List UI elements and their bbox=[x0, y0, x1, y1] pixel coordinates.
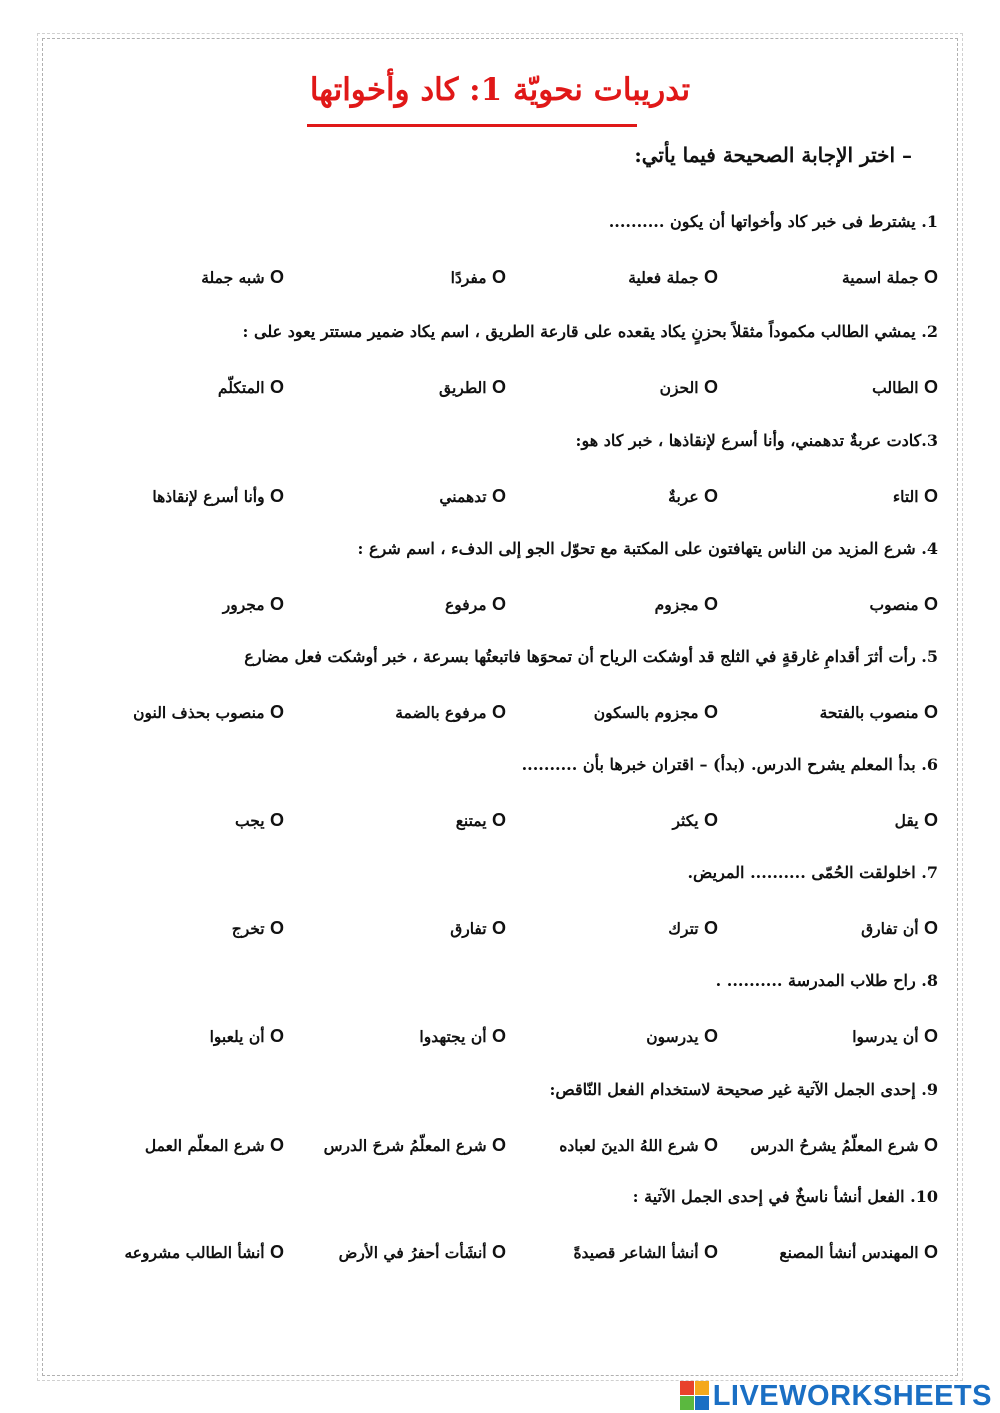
option-choice[interactable] bbox=[201, 262, 284, 293]
option-label: يمتنع bbox=[455, 811, 487, 830]
option-choice[interactable] bbox=[456, 805, 506, 836]
option-label: منصوب بحذف النون bbox=[133, 703, 265, 722]
option-choice[interactable] bbox=[573, 1237, 718, 1268]
radio-circle-icon[interactable]: O bbox=[703, 1026, 718, 1046]
option-label: جملة اسمية bbox=[841, 268, 919, 287]
option-choice[interactable] bbox=[861, 913, 938, 944]
option-label: الحزن bbox=[659, 378, 699, 397]
option-label: يكثر bbox=[672, 811, 699, 830]
options-row-4 bbox=[60, 589, 938, 619]
options-row-7 bbox=[60, 913, 938, 943]
option-choice[interactable] bbox=[820, 697, 938, 728]
radio-circle-icon[interactable]: O bbox=[491, 377, 506, 397]
option-label: أنشأ الشاعر قصيدةً bbox=[573, 1243, 699, 1262]
question-5: 5. رأت أثرَ أقدامِ غارقةٍ في الثلج قد أوشكت الرياح أن تمحوَها فاتبعتُها بسرعة ، خبر أوشكت فعل مضارع bbox=[244, 647, 938, 666]
option-choice[interactable] bbox=[559, 1130, 718, 1161]
radio-circle-icon[interactable]: O bbox=[269, 918, 284, 938]
question-7: 7. اخلولقت الحُمّى .......... المريض. bbox=[687, 863, 938, 882]
option-label: أن تفارق bbox=[861, 919, 919, 938]
question-2: 2. يمشي الطالب مكموداً مثقلاً بحزنٍ يكاد يقعده على قارعة الطريق ، اسم يكاد ضمير مستتر يعود على : bbox=[242, 322, 938, 341]
option-choice[interactable] bbox=[145, 1130, 284, 1161]
option-label: مجرور bbox=[222, 595, 265, 614]
option-choice[interactable] bbox=[628, 262, 718, 293]
option-label: أن يدرسوا bbox=[852, 1027, 919, 1046]
option-choice[interactable] bbox=[232, 913, 284, 944]
logo-badge-icon bbox=[680, 1381, 710, 1411]
option-choice[interactable] bbox=[842, 262, 938, 293]
option-choice[interactable] bbox=[324, 1130, 506, 1161]
option-choice[interactable] bbox=[872, 372, 938, 403]
option-label: تخرج bbox=[231, 919, 265, 938]
options-row-10 bbox=[60, 1237, 938, 1267]
option-choice[interactable] bbox=[594, 697, 718, 728]
radio-circle-icon[interactable]: O bbox=[703, 377, 718, 397]
options-row-5 bbox=[60, 697, 938, 727]
radio-circle-icon[interactable]: O bbox=[923, 810, 938, 830]
option-choice[interactable] bbox=[852, 1021, 938, 1052]
radio-circle-icon[interactable]: O bbox=[269, 1026, 284, 1046]
question-8: 8. راح طلاب المدرسة .......... . bbox=[715, 971, 938, 990]
footer bbox=[0, 1378, 1000, 1413]
radio-circle-icon[interactable]: O bbox=[923, 1242, 938, 1262]
options-row-8 bbox=[60, 1021, 938, 1051]
radio-circle-icon[interactable]: O bbox=[703, 486, 718, 506]
radio-circle-icon[interactable]: O bbox=[703, 1242, 718, 1262]
option-choice[interactable] bbox=[646, 1021, 718, 1052]
question-4: 4. شرع المزيد من الناس يتهافتون على المكتبة مع تحوّل الجو إلى الدفء ، اسم شرع : bbox=[357, 539, 938, 558]
radio-circle-icon[interactable]: O bbox=[491, 486, 506, 506]
option-choice[interactable] bbox=[235, 805, 284, 836]
radio-circle-icon[interactable]: O bbox=[923, 1135, 938, 1155]
option-choice[interactable] bbox=[152, 481, 284, 512]
options-row-2 bbox=[60, 372, 938, 402]
radio-circle-icon[interactable]: O bbox=[269, 267, 284, 287]
option-choice[interactable] bbox=[223, 589, 284, 620]
question-10: 10. الفعل أنشأ ناسخٌ في إحدى الجمل الآتية : bbox=[632, 1187, 938, 1206]
radio-circle-icon[interactable]: O bbox=[269, 594, 284, 614]
radio-circle-icon[interactable]: O bbox=[269, 1135, 284, 1155]
option-label: وأنا أسرع لإنقاذها bbox=[152, 487, 265, 506]
radio-circle-icon[interactable]: O bbox=[703, 918, 718, 938]
radio-circle-icon[interactable]: O bbox=[703, 810, 718, 830]
option-choice[interactable] bbox=[419, 1021, 506, 1052]
page-title: تدريبات نحويّة 1: كاد وأخواتها bbox=[309, 72, 691, 108]
option-choice[interactable] bbox=[124, 1237, 284, 1268]
option-label: الطريق bbox=[439, 378, 487, 397]
option-choice[interactable] bbox=[451, 262, 506, 293]
option-label: تترك bbox=[668, 919, 699, 938]
options-row-1 bbox=[60, 262, 938, 292]
option-label: المتكلّم bbox=[217, 378, 265, 397]
radio-circle-icon[interactable]: O bbox=[269, 486, 284, 506]
radio-circle-icon[interactable]: O bbox=[269, 377, 284, 397]
options-row-9 bbox=[60, 1130, 938, 1160]
option-label: يجب bbox=[235, 811, 265, 830]
options-row-6 bbox=[60, 805, 938, 835]
radio-circle-icon[interactable]: O bbox=[923, 702, 938, 722]
radio-circle-icon[interactable]: O bbox=[491, 918, 506, 938]
radio-circle-icon[interactable]: O bbox=[923, 1026, 938, 1046]
option-choice[interactable] bbox=[395, 697, 506, 728]
options-row-3 bbox=[60, 481, 938, 511]
option-choice[interactable] bbox=[668, 913, 718, 944]
radio-circle-icon[interactable]: O bbox=[269, 1242, 284, 1262]
option-choice[interactable] bbox=[779, 1237, 938, 1268]
radio-circle-icon[interactable]: O bbox=[491, 594, 506, 614]
option-label: شرع المعلّم العمل bbox=[144, 1136, 265, 1155]
option-label: شرع المعلّمُ يشرحُ الدرس bbox=[750, 1136, 919, 1155]
radio-circle-icon[interactable]: O bbox=[923, 918, 938, 938]
radio-circle-icon[interactable]: O bbox=[703, 594, 718, 614]
option-choice[interactable] bbox=[339, 1237, 506, 1268]
option-label: عربةٌ bbox=[668, 487, 699, 506]
option-label: مرفوع bbox=[445, 595, 487, 614]
radio-circle-icon[interactable]: O bbox=[269, 810, 284, 830]
option-label: جملة فعلية bbox=[628, 268, 699, 287]
option-label: الطالب bbox=[872, 378, 919, 397]
option-label: شبه جملة bbox=[201, 268, 265, 287]
radio-circle-icon[interactable]: O bbox=[923, 377, 938, 397]
option-choice[interactable] bbox=[893, 481, 938, 512]
option-choice[interactable] bbox=[450, 913, 506, 944]
option-choice[interactable] bbox=[668, 481, 718, 512]
radio-circle-icon[interactable]: O bbox=[703, 1135, 718, 1155]
option-choice[interactable] bbox=[895, 805, 938, 836]
option-label: منصوب بالفتحة bbox=[819, 703, 919, 722]
option-label: التاء bbox=[892, 487, 919, 506]
question-1: 1. يشترط فى خبر كاد وأخواتها أن يكون .......... bbox=[608, 212, 938, 231]
option-label: شرع المعلّمُ شرحَ الدرس bbox=[323, 1136, 487, 1155]
option-choice[interactable] bbox=[750, 1130, 938, 1161]
radio-circle-icon[interactable]: O bbox=[491, 702, 506, 722]
radio-circle-icon[interactable]: O bbox=[923, 267, 938, 287]
option-choice[interactable] bbox=[439, 481, 506, 512]
option-choice[interactable] bbox=[672, 805, 718, 836]
option-choice[interactable] bbox=[445, 589, 506, 620]
radio-circle-icon[interactable]: O bbox=[923, 594, 938, 614]
option-label: يدرسون bbox=[646, 1027, 699, 1046]
option-label: أن يجتهدوا bbox=[419, 1027, 487, 1046]
option-label: مفردًا bbox=[450, 268, 487, 287]
option-choice[interactable] bbox=[439, 372, 506, 403]
radio-circle-icon[interactable]: O bbox=[703, 267, 718, 287]
radio-circle-icon[interactable]: O bbox=[491, 1026, 506, 1046]
option-label: أنشأ الطالب مشروعه bbox=[124, 1243, 265, 1262]
option-choice[interactable] bbox=[660, 372, 718, 403]
brand-name: LIVEWORKSHEETS bbox=[712, 1379, 992, 1412]
radio-circle-icon[interactable]: O bbox=[491, 1135, 506, 1155]
title-underline bbox=[307, 124, 637, 127]
radio-circle-icon[interactable]: O bbox=[269, 702, 284, 722]
liveworksheets-logo bbox=[680, 1380, 992, 1412]
option-label: مرفوع بالضمة bbox=[395, 703, 487, 722]
radio-circle-icon[interactable]: O bbox=[491, 810, 506, 830]
option-label: أن يلعبوا bbox=[209, 1027, 265, 1046]
option-label: يقل bbox=[894, 811, 919, 830]
option-label: مجزوم بالسكون bbox=[593, 703, 699, 722]
radio-circle-icon[interactable]: O bbox=[491, 267, 506, 287]
option-choice[interactable] bbox=[870, 589, 938, 620]
radio-circle-icon[interactable]: O bbox=[923, 486, 938, 506]
option-label: أنشَأت أحفرُ في الأرض bbox=[338, 1243, 487, 1262]
option-choice[interactable] bbox=[133, 697, 284, 728]
instruction-text: – اختر الإجابة الصحيحة فيما يأتي: bbox=[634, 143, 912, 167]
option-label: تفارق bbox=[450, 919, 487, 938]
option-choice[interactable] bbox=[218, 372, 284, 403]
option-choice[interactable] bbox=[655, 589, 718, 620]
question-6: 6. بدأ المعلم يشرح الدرس. (بدأ) – اقتران خبرها بأن .......... bbox=[521, 755, 938, 774]
question-9: 9. إحدى الجمل الآتية غير صحيحة لاستخدام الفعل النّاقص: bbox=[549, 1080, 938, 1099]
option-label: المهندس أنشأ المصنع bbox=[779, 1243, 919, 1262]
question-3: 3.كادت عربةٌ تدهمني، وأنا أسرع لإنقاذها ، خبر كاد هو: bbox=[575, 431, 938, 450]
radio-circle-icon[interactable]: O bbox=[491, 1242, 506, 1262]
option-choice[interactable] bbox=[210, 1021, 284, 1052]
radio-circle-icon[interactable]: O bbox=[703, 702, 718, 722]
option-label: شرع اللهُ الدينَ لعباده bbox=[559, 1136, 699, 1155]
option-label: تدهمني bbox=[439, 487, 487, 506]
option-label: منصوب bbox=[869, 595, 919, 614]
option-label: مجزوم bbox=[654, 595, 699, 614]
